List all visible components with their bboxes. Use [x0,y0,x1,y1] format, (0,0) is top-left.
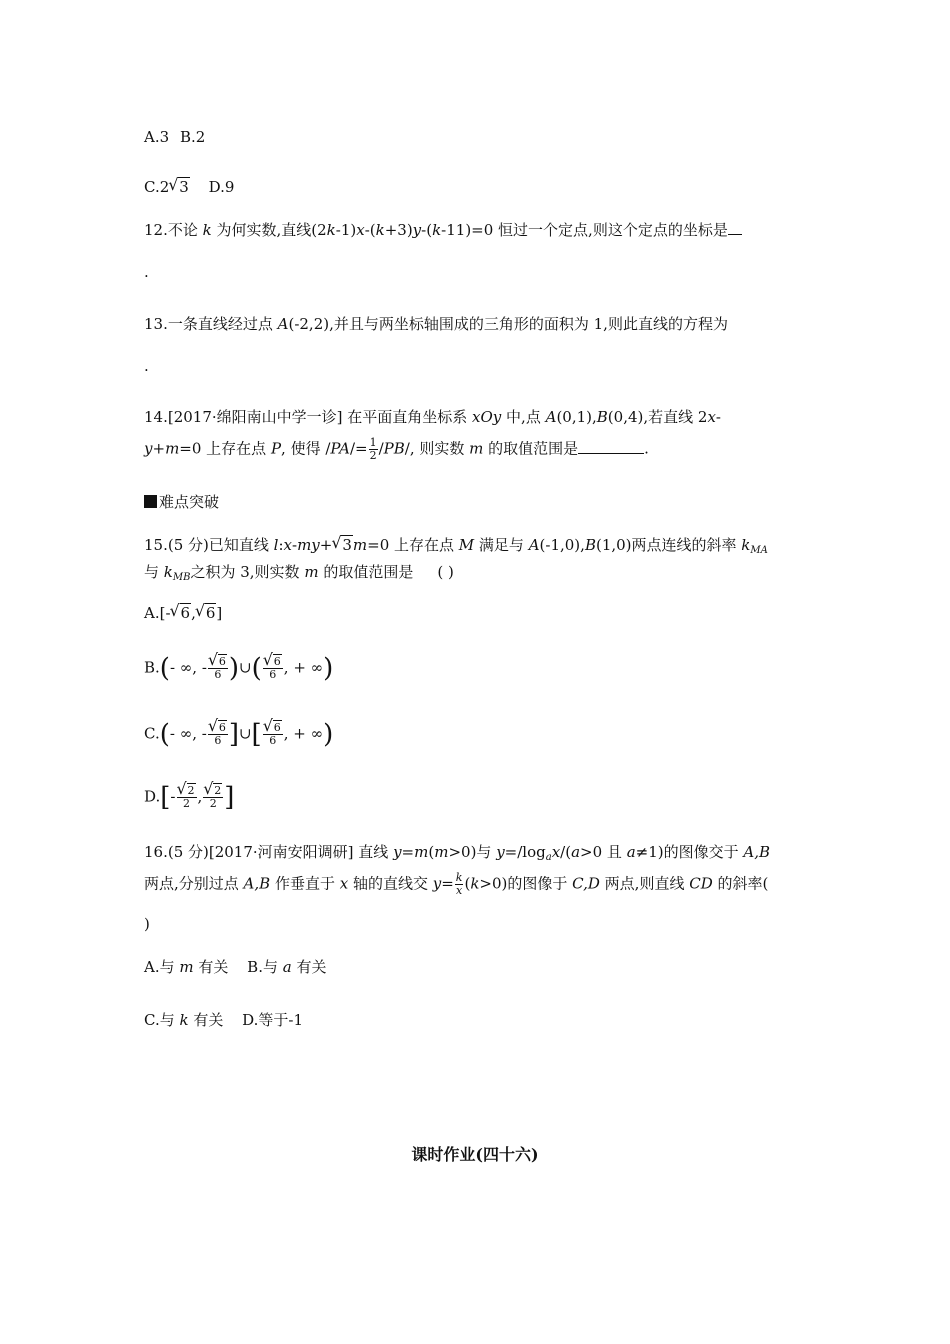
q13-end: . [144,357,149,375]
q16-option-a: A.与 m 有关 [144,958,229,976]
q11-option-a: A.3 [144,128,170,146]
fraction-k-over-x: $\frac{k}{x}$ [455,871,463,897]
q15-question-line2: 与 $k_{MB}$之积为 3,则实数 m 的取值范围是 ( ) [144,563,454,583]
q16-question-line1: 16.(5 分)[2017·河南安阳调研] 直线 y=m(m>0)与 $y=/\log_ax/(a>0$ 且 a≠1)的图像交于 A,B [144,843,770,863]
q16-option-d: D.等于-1 [242,1011,304,1029]
q12-question: 12.不论 k 为何实数,直线(2k-1)x-(k+3)y-(k-11)=0 恒过一个定点,则这个定点的坐标是 [144,220,742,240]
black-square-icon [144,495,157,508]
q14-question-line2: y+m=0 上存在点 P, 使得 /PA/= $\frac{1}{2}$ /PB/, 则实数 m 的取值范围是 . [144,436,649,462]
q11-options-ab [144,127,205,147]
q15-option-c: C.(- ∞, - √ $\frac{6}{6}$ ]∪[ √ $\frac{6}{6}$ , + ∞) [144,722,333,747]
q11-option-b: B.2 [179,128,206,146]
q16-question-line3: ) [144,915,150,933]
q16-question-line2: 两点,分别过点 A,B 作垂直于 x 轴的直线交 y= $\frac{k}{x}$ (k>0)的图像于 C,D 两点,则直线 CD 的斜率( [144,871,769,897]
q11-option-d: D.9 [208,178,235,196]
section-header [144,492,219,512]
q14-question-line1: 14.[2017·绵阳南山中学一诊] 在平面直角坐标系 xOy 中,点 A(0,1),B(0,4),若直线 2x- [144,408,721,426]
q16-options-ab [144,957,326,977]
fraction-half: $\frac{1}{2}$ [369,436,377,462]
section-title: 难点突破 [159,493,220,511]
homework-title: 课时作业(四十六) [411,1145,539,1164]
answer-blank[interactable] [728,234,742,235]
q16-option-c: C.与 k 有关 [144,1011,224,1029]
q13-question: 13.一条直线经过点 A(-2,2),并且与两坐标轴围成的三角形的面积为 1,则此直线的方程为 [144,315,728,333]
q15-option-a: A.[-√ 6,√ 6] [144,603,222,623]
q11-option-c: C.2√ 3 [144,178,190,196]
q15-question-line1: 15.(5 分)已知直线 l:x-my+√ 3m=0 上存在点 M 满足与 A(-1,0),B(1,0)两点连线的斜率 $k_{MA}$ [144,535,768,561]
q15-option-b: B.(- ∞, - √ $\frac{6}{6}$ )∪( √ $\frac{6}{6}$ , + ∞) [144,656,333,681]
q16-options-cd [144,1010,303,1030]
q12-end: . [144,263,149,281]
q16-option-b: B.与 a 有关 [247,958,327,976]
q11-options-cd [144,177,234,197]
q15-option-d: D.[- √ $\frac{2}{2}$ , √ $\frac{2}{2}$ ] [144,785,234,810]
answer-blank[interactable] [578,453,644,454]
